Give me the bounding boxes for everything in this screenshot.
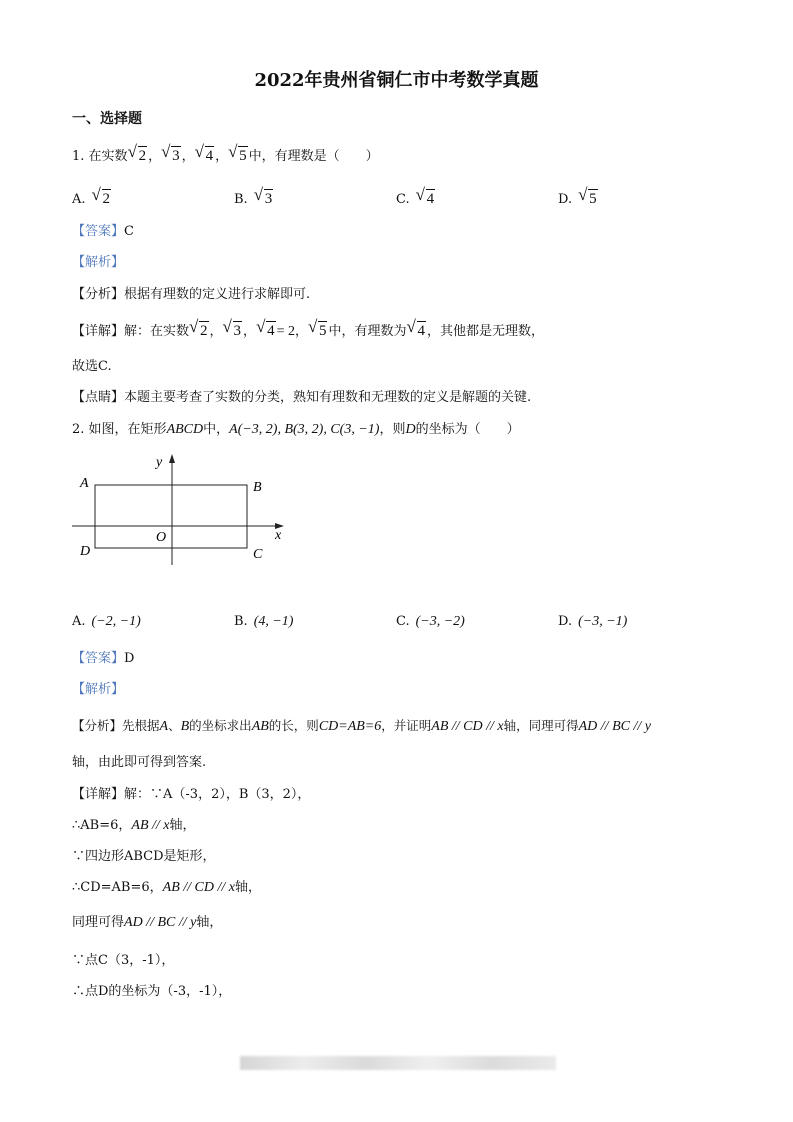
answer-tag: 【答案】 xyxy=(72,224,125,239)
y-axis-arrow xyxy=(169,454,175,463)
q1-analysis-tag: 【解析】 xyxy=(72,255,125,270)
q1-conclusion: 故选C. xyxy=(72,359,112,374)
q2-xiangjie-5: 同理可得AD // BC // y轴， xyxy=(72,915,223,930)
blurred-footer-watermark xyxy=(240,1056,556,1070)
q2-fenxi-line2: 轴，由此即可得到答案. xyxy=(72,755,207,770)
page-title: 2022年贵州省铜仁市中考数学真题 xyxy=(254,70,539,91)
sqrt-4: √ 4 xyxy=(196,146,215,166)
q2-fenxi: 【分析】先根据A、B的坐标求出AB的长，则CD=AB=6，并证明AB // CD // x轴，同理可得AD // BC // y xyxy=(72,718,651,734)
q1-answer xyxy=(72,223,134,241)
q1-xiangjie: 【详解】解：在实数√ 2 ，√ 3 ，√ 4 = 2，√ 5 中，有理数为√ 4 ，其他都是无理数， xyxy=(72,321,544,341)
label-d: D xyxy=(80,544,91,559)
q2-xiangjie-6: ∵点C（3，-1）， xyxy=(72,953,175,968)
label-b: B xyxy=(253,480,262,495)
q1-option-c[interactable]: C.√ 4 xyxy=(396,189,436,209)
q2-figure xyxy=(70,450,292,570)
q2-xiangjie-2: ∴AB=6，AB // x轴， xyxy=(72,818,196,833)
label-y: y xyxy=(156,455,163,470)
q2-option-c[interactable]: C. (−3, −2) xyxy=(396,614,465,629)
q2-option-a[interactable]: A. (−2, −1) xyxy=(72,614,141,629)
q2-xiangjie-7: ∴点D的坐标为（-3，-1）， xyxy=(72,984,232,999)
q1-dianjing: 【点睛】本题主要考查了实数的分类，熟知有理数和无理数的定义是解题的关键. xyxy=(72,390,532,405)
q2-xiangjie-4: ∴CD=AB=6，AB // CD // x轴， xyxy=(72,880,261,895)
q1-pre: 在实数 xyxy=(88,149,128,164)
q1-option-a[interactable]: A.√ 2 xyxy=(72,189,112,209)
label-o: O xyxy=(156,530,167,545)
sqrt-5: √ 5 xyxy=(229,146,248,166)
q1-post: 中，有理数是（ ） xyxy=(248,149,379,164)
q1-fenxi: 【分析】根据有理数的定义进行求解即可. xyxy=(72,287,311,302)
sqrt-3: √ 3 xyxy=(162,146,181,166)
label-x: x xyxy=(275,528,282,543)
q2-option-b[interactable]: B. (4, −1) xyxy=(234,614,294,629)
q2-option-d[interactable]: D. (−3, −1) xyxy=(558,614,628,629)
q2-answer: 【答案】D xyxy=(72,651,135,666)
q2-xiangjie-3: ∵四边形ABCD是矩形， xyxy=(72,849,216,864)
q2-stem: 2. 如图，在矩形ABCD中，A(−3, 2), B(3, 2), C(3, −1)，则D的坐标为（ ） xyxy=(72,422,520,437)
rectangle-abcd xyxy=(95,485,247,548)
q1-number: 1. xyxy=(72,149,85,164)
label-c: C xyxy=(253,547,263,562)
label-a: A xyxy=(80,476,89,491)
q1-option-b[interactable]: B.√ 3 xyxy=(234,189,274,209)
sqrt-2: √ 2 xyxy=(129,146,148,166)
q2-analysis-tag: 【解析】 xyxy=(72,682,125,697)
section-heading: 一、选择题 xyxy=(72,111,142,127)
q1-option-d[interactable]: D.√ 5 xyxy=(558,189,599,209)
q1-stem: 1. 在实数√ 2 ，√ 3 ，√ 4 ，√ 5 中，有理数是（ ） xyxy=(72,146,379,166)
q2-xiangjie-1: 【详解】解：∵A（-3，2），B（3，2）， xyxy=(72,787,311,802)
answer-value: C xyxy=(124,224,134,239)
